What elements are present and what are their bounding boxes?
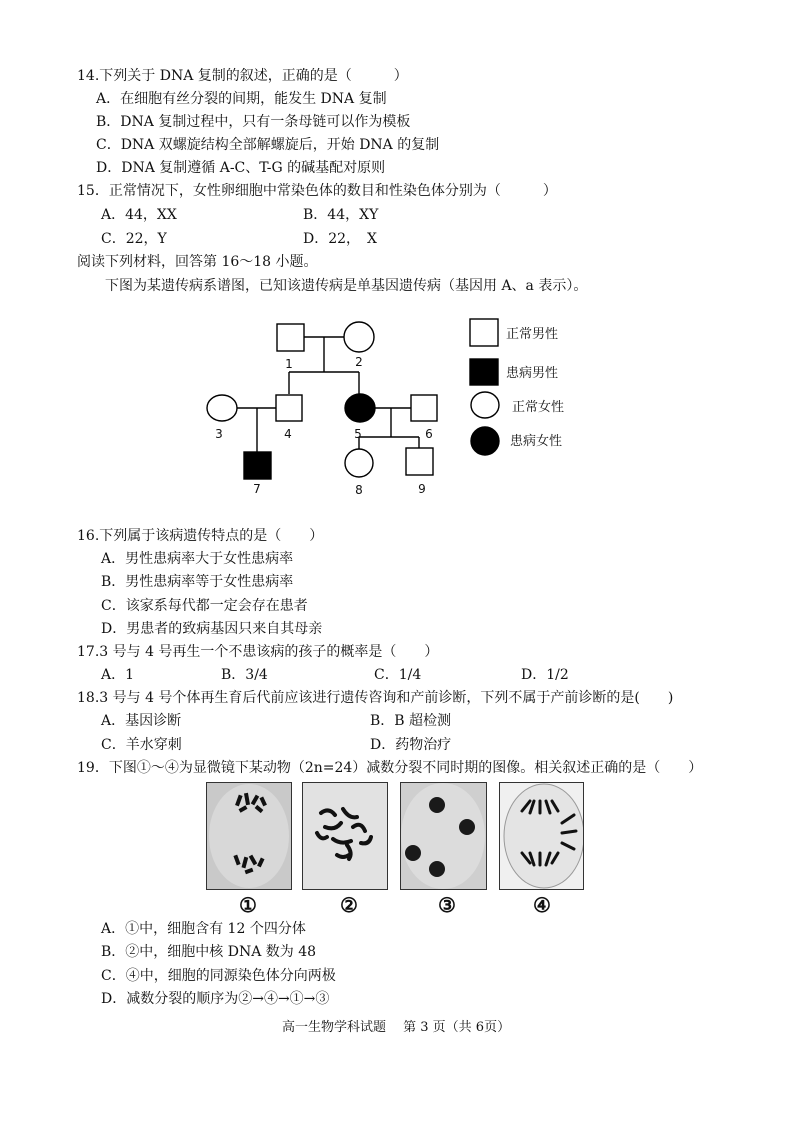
q16-stem: 16.下列属于该病遗传特点的是（ ） — [77, 528, 324, 544]
pedigree-number-7: 7 — [253, 482, 261, 496]
individual-5-affected-female — [345, 394, 375, 422]
micrograph-1 — [206, 782, 292, 890]
q15-option-b: B．44，XY — [303, 207, 379, 223]
micrograph-label-1: ① — [239, 893, 257, 917]
q16-option-b: B．男性患病率等于女性患病率 — [101, 574, 294, 590]
individual-7-affected-male — [244, 452, 271, 479]
q19-option-b: B．②中，细胞中核 DNA 数为 48 — [101, 944, 317, 960]
pedigree-chart — [195, 310, 595, 500]
individual-2-normal-female — [344, 322, 374, 352]
pedigree-description: 下图为某遗传病系谱图，已知该遗传病是单基因遗传病（基因用 A、a 表示）。 — [105, 278, 588, 294]
micrograph-label-4: ④ — [533, 893, 551, 917]
q18-option-c: C．羊水穿刺 — [101, 737, 182, 753]
legend-normal-male-symbol — [470, 319, 498, 346]
q14-stem: 14.下列关于 DNA 复制的叙述，正确的是（ ） — [77, 68, 408, 84]
q15-option-d: D．22， X — [303, 231, 378, 247]
pedigree-number-1: 1 — [285, 357, 293, 371]
legend-affected-male-label: 患病男性 — [506, 366, 559, 381]
legend-affected-male-symbol — [470, 359, 498, 385]
legend-affected-female-label: 患病女性 — [510, 434, 563, 449]
q14-option-b: B．DNA 复制过程中，只有一条母链可以作为模板 — [96, 114, 411, 130]
q19-option-a: A．①中，细胞含有 12 个四分体 — [101, 921, 306, 937]
micrograph-4 — [499, 782, 584, 890]
q16-option-a: A．男性患病率大于女性患病率 — [101, 551, 294, 567]
q15-option-c: C．22，Y — [101, 231, 167, 247]
micrograph-label-3: ③ — [438, 893, 456, 917]
micrograph-label-2: ② — [340, 893, 358, 917]
page-footer: 高一生物学科试题 第 3 页（共 6页） — [282, 1020, 511, 1035]
q16-option-c: C．该家系每代都一定会存在患者 — [101, 598, 308, 614]
q18-option-b: B．B 超检测 — [370, 713, 452, 729]
legend-normal-male-label: 正常男性 — [506, 327, 559, 342]
q14-option-c: C．DNA 双螺旋结构全部解螺旋后，开始 DNA 的复制 — [96, 137, 440, 153]
pedigree-number-4: 4 — [284, 427, 292, 441]
q16-option-d: D．男患者的致病基因只来自其母亲 — [101, 621, 323, 637]
q18-option-d: D．药物治疗 — [370, 737, 452, 753]
individual-3-normal-female — [207, 395, 237, 421]
reading-intro: 阅读下列材料，回答第 16～18 小题。 — [77, 254, 318, 270]
micrograph-3 — [400, 782, 487, 890]
q19-option-c: C．④中，细胞的同源染色体分向两极 — [101, 968, 336, 984]
pedigree-number-8: 8 — [355, 483, 363, 497]
q18-option-a: A．基因诊断 — [101, 713, 182, 729]
q17-option-b: B．3/4 — [221, 667, 268, 683]
legend-affected-female-symbol — [471, 427, 499, 455]
q19-stem: 19．下图①～④为显微镜下某动物（2n=24）减数分裂不同时期的图像。相关叙述正确的是（ ） — [77, 760, 703, 776]
legend-normal-female-symbol — [471, 392, 499, 418]
q17-option-a: A．1 — [101, 667, 135, 683]
q18-stem: 18.3 号与 4 号个体再生育后代前应该进行遗传咨询和产前诊断，下列不属于产前诊断的是( ) — [77, 690, 674, 706]
individual-9-normal-male — [406, 448, 433, 475]
legend-normal-female-label: 正常女性 — [512, 400, 565, 415]
pedigree-number-5: 5 — [354, 427, 362, 441]
pedigree-number-3: 3 — [215, 427, 223, 441]
q17-option-c: C．1/4 — [374, 667, 422, 683]
pedigree-number-2: 2 — [355, 355, 363, 369]
individual-4-normal-male — [276, 395, 302, 421]
individual-8-normal-female — [345, 449, 373, 477]
q15-option-a: A．44，XX — [101, 207, 177, 223]
q17-stem: 17.3 号与 4 号再生一个不患该病的孩子的概率是（ ） — [77, 644, 439, 660]
q14-option-d: D．DNA 复制遵循 A-C、T-G 的碱基配对原则 — [96, 160, 386, 176]
micrograph-2 — [302, 782, 388, 890]
q19-option-d: D．减数分裂的顺序为②→④→①→③ — [101, 991, 330, 1007]
pedigree-number-9: 9 — [418, 482, 426, 496]
q15-stem: 15．正常情况下，女性卵细胞中常染色体的数目和性染色体分别为（ ） — [77, 183, 557, 199]
individual-1-normal-male — [277, 324, 304, 351]
q14-option-a: A．在细胞有丝分裂的间期，能发生 DNA 复制 — [96, 91, 387, 107]
pedigree-number-6: 6 — [425, 427, 433, 441]
q17-option-d: D．1/2 — [521, 667, 569, 683]
individual-6-normal-male — [411, 395, 437, 421]
